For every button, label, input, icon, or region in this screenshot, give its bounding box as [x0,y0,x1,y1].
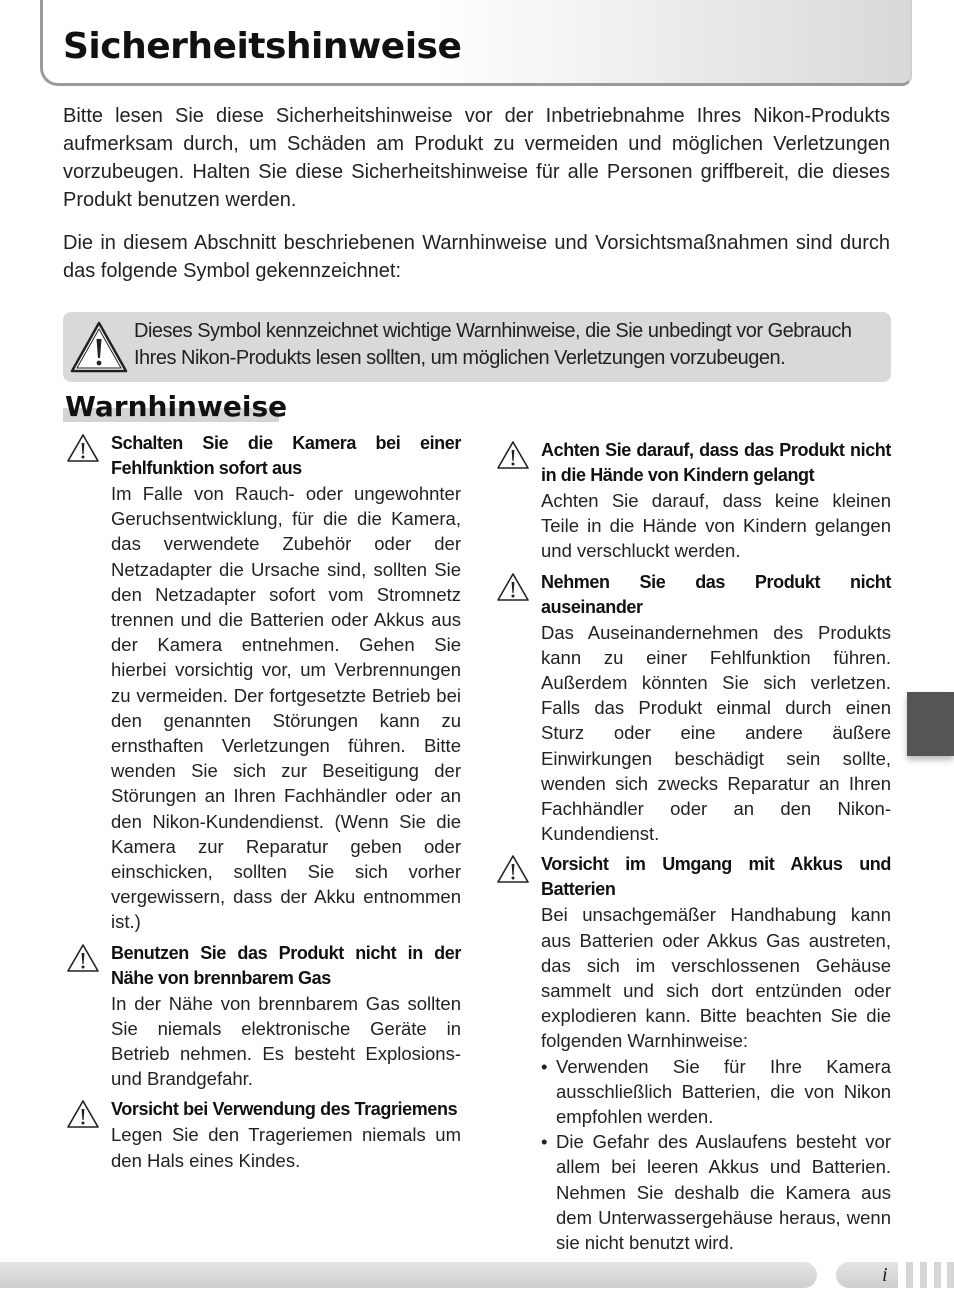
warning-triangle-icon [69,320,129,374]
warning-item-body: Legen Sie den Trageriemen niemals um den Hals eines Kindes. [111,1124,461,1171]
left-column [111,431,461,1179]
symbol-note-box [63,312,891,382]
warning-triangle-icon [66,943,100,973]
warning-item [111,941,461,1092]
warning-item-body: Achten Sie darauf, dass keine kleinen Teile in die Hände von Kindern gelangen und verschluckt werden. [541,490,891,562]
warning-item-title: Schalten Sie die Kamera bei einer Fehlfunktion sofort aus [111,433,461,478]
warning-triangle-icon [496,572,530,602]
warning-item [541,852,891,1255]
intro-paragraph-2: Die in diesem Abschnitt beschriebenen Warnhinweise und Vorsichtsmaßnahmen sind durch das folgende Symbol gekennzeichnet: [63,232,890,282]
chapter-tab-marker [907,692,954,756]
warning-item [541,570,891,847]
warning-item [541,438,891,564]
footer-stripe [947,1262,954,1288]
page-number-pill [836,1262,898,1288]
warning-item-title: Vorsicht bei Verwendung des Tragriemens [111,1099,458,1120]
section-title: Warnhinweise [65,390,288,423]
page-title: Sicherheitshinweise [63,26,462,67]
warning-item-body: Im Falle von Rauch- oder ungewohnter Geruchsentwicklung, für die die Kamera, das verwendete Zubehör oder der Netzadapter die Ursache sind, sollten Sie den Netzadapter sofort vom Stromnetz trennen und die Batterien oder Akkus aus der Kamera entnehmen. Gehen Sie hierbei vorsichtig vor, um Verbrennungen zu vermeiden. Der fortgesetzte Betrieb bei den genannten Störungen kann zu ernsthaften Verletzungen führen. Bitte wenden Sie sich zur Beseitigung der Störungen an Ihren Fachhändler oder an den Nikon-Kundendienst. (Wenn Sie die Kamera zur Reparatur geben oder einschicken, sollten Sie sich vorher vergewissern, dass der Akku entnommen ist.) [111,483,461,933]
warning-item-body: In der Nähe von brennbarem Gas sollten Sie niemals elektronische Geräte in Betrieb nehmen. Es besteht Explosions- und Brandgefahr. [111,992,461,1090]
warning-item-body: Das Auseinandernehmen des Produkts kann zu einer Fehlfunktion führen. Außerdem könnten Sie sich verletzen. Falls das Produkt einmal durch einen Sturz oder eine andere äußere Einwirkungen beschädigt sein sollte, wenden sich zwecks Reparatur an Ihren Fachhändler oder an den Nikon-Kundendienst. [541,621,891,845]
warning-triangle-icon [66,433,100,463]
warning-item-title: Achten Sie darauf, dass das Produkt nicht in die Hände von Kindern gelangt [541,440,891,485]
bullet-item: • Die Gefahr des Auslaufens besteht vor allem bei leeren Akkus und Batterien. Nehmen Sie deshalb die Kamera aus dem Unterwassergehäuse heraus, wenn sie nicht benutzt wird. [541,1129,891,1255]
warning-item-body: Bei unsachgemäßer Handhabung kann aus Batterien oder Akkus Gas austreten, das sich im verschlossenen Gehäuse sammelt und sich dort entzünden oder explodieren kann. Bitte beachten Sie die folgenden Warnhinweise: [541,904,891,1052]
section-heading [63,390,288,426]
bullet-item: • Verwenden Sie für Ihre Kamera ausschließlich Batterien, die von Nikon empfohlen werden. [541,1054,891,1130]
page-number: i [882,1264,888,1286]
symbol-note-text: Dieses Symbol kennzeichnet wichtige Warnhinweise, die Sie unbedingt vor Gebrauch Ihres Nikon-Produkts lesen sollten, um möglichen Verletzungen vorzubeugen. [134,320,852,369]
footer-stripe [934,1262,941,1288]
warning-item-title: Vorsicht im Umgang mit Akkus und Batterien [541,854,891,900]
warning-triangle-icon [66,1099,100,1129]
footer-stripe [906,1262,913,1288]
intro-paragraph-1: Bitte lesen Sie diese Sicherheitshinweise vor der Inbetriebnahme Ihres Nikon-Produkts aufmerksam durch, um Schäden am Produkt zu vermeiden und möglichen Verletzungen vorzubeugen. Halten Sie diese Sicherheitshinweise für alle Personen griffbereit, die dieses Produkt benutzen werden. [63,105,890,211]
warning-item [111,1097,461,1172]
right-column [541,438,891,1261]
warning-triangle-icon [496,440,530,470]
warning-item-title: Nehmen Sie das Produkt nicht auseinander [541,571,891,617]
bullet-list [541,1054,891,1256]
footer-stripe [920,1262,927,1288]
warning-triangle-icon [496,854,530,884]
footer-bar [0,1262,817,1288]
warning-item [111,431,461,935]
warning-item-title: Benutzen Sie das Produkt nicht in der Nähe von brennbarem Gas [111,942,461,988]
